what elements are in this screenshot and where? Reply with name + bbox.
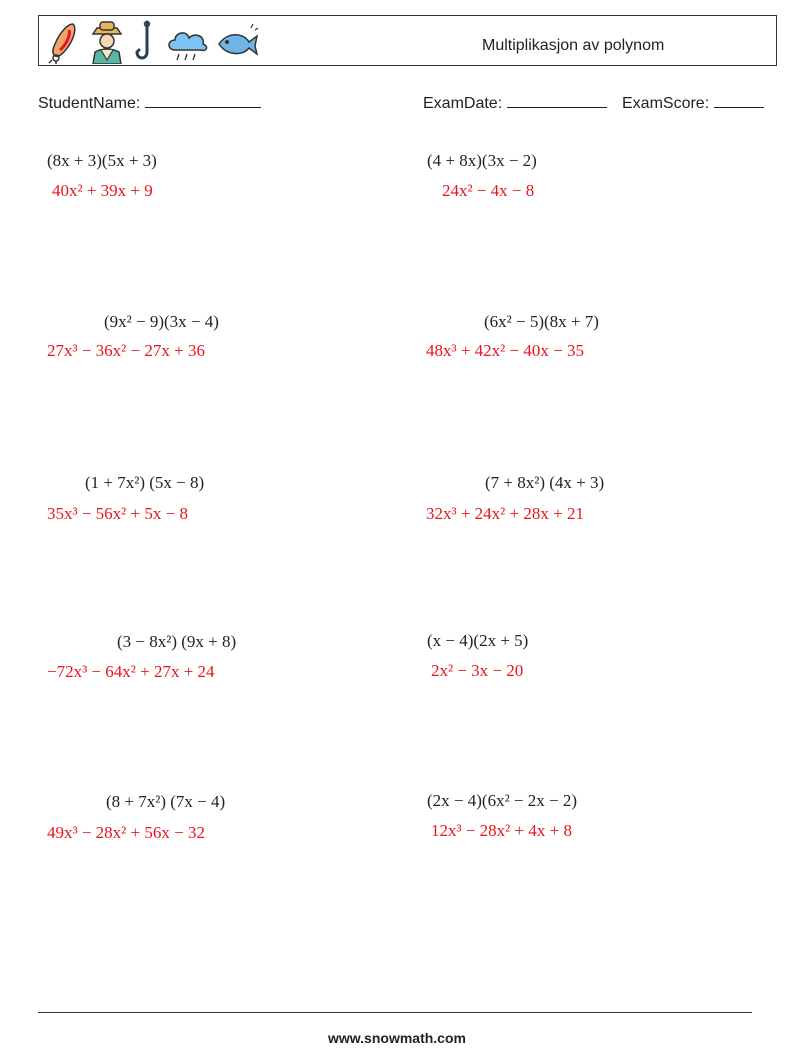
problem-question: (1 + 7x²) (5x − 8) <box>85 473 205 492</box>
problem-question: (9x² − 9)(3x − 4) <box>104 312 219 331</box>
problem-answer: 24x² − 4x − 8 <box>442 181 535 200</box>
student-name-field <box>38 93 261 113</box>
student-name-blank[interactable] <box>145 93 261 108</box>
worksheet-title: Multiplikasjon av polynom <box>482 37 665 54</box>
problem-answer: 2x² − 3x − 20 <box>431 661 524 680</box>
problem-answer: 27x³ − 36x² − 27x + 36 <box>47 341 205 360</box>
footer-divider <box>38 1012 752 1013</box>
problem-answer: −72x³ − 64x² + 27x + 24 <box>47 662 215 681</box>
problem-question: (2x − 4)(6x² − 2x − 2) <box>427 791 578 810</box>
problem-answer: 35x³ − 56x² + 5x − 8 <box>47 504 188 523</box>
student-fields <box>0 93 794 115</box>
rain-cloud-icon <box>165 20 209 64</box>
problem-answer: 12x³ − 28x² + 4x + 8 <box>431 821 572 840</box>
problem-answer: 40x² + 39x + 9 <box>52 181 153 200</box>
fishing-hook-icon <box>133 20 159 64</box>
exam-score-label: ExamScore: <box>622 95 710 112</box>
fisherman-icon <box>87 20 127 64</box>
header-icons <box>47 20 259 64</box>
fish-icon <box>215 20 259 64</box>
worksheet-header <box>38 15 777 66</box>
problem-question: (8 + 7x²) (7x − 4) <box>106 792 226 811</box>
exam-score-blank[interactable] <box>714 93 764 108</box>
problem-answer: 32x³ + 24x² + 28x + 21 <box>426 504 584 523</box>
student-name-label: StudentName: <box>38 95 141 112</box>
problem-answer: 49x³ − 28x² + 56x − 32 <box>47 823 205 842</box>
fishing-lure-icon <box>47 20 81 64</box>
problem-question: (8x + 3)(5x + 3) <box>47 151 157 170</box>
problem-question: (3 − 8x²) (9x + 8) <box>117 632 237 651</box>
problem-question: (6x² − 5)(8x + 7) <box>484 312 599 331</box>
problem-question: (7 + 8x²) (4x + 3) <box>485 473 605 492</box>
footer-url: www.snowmath.com <box>328 1030 466 1046</box>
exam-score-field <box>622 93 764 113</box>
problem-question: (x − 4)(2x + 5) <box>427 631 529 650</box>
exam-date-field <box>423 93 607 113</box>
exam-date-blank[interactable] <box>507 93 607 108</box>
problem-answer: 48x³ + 42x² − 40x − 35 <box>426 341 584 360</box>
problem-question: (4 + 8x)(3x − 2) <box>427 151 537 170</box>
exam-date-label: ExamDate: <box>423 95 503 112</box>
